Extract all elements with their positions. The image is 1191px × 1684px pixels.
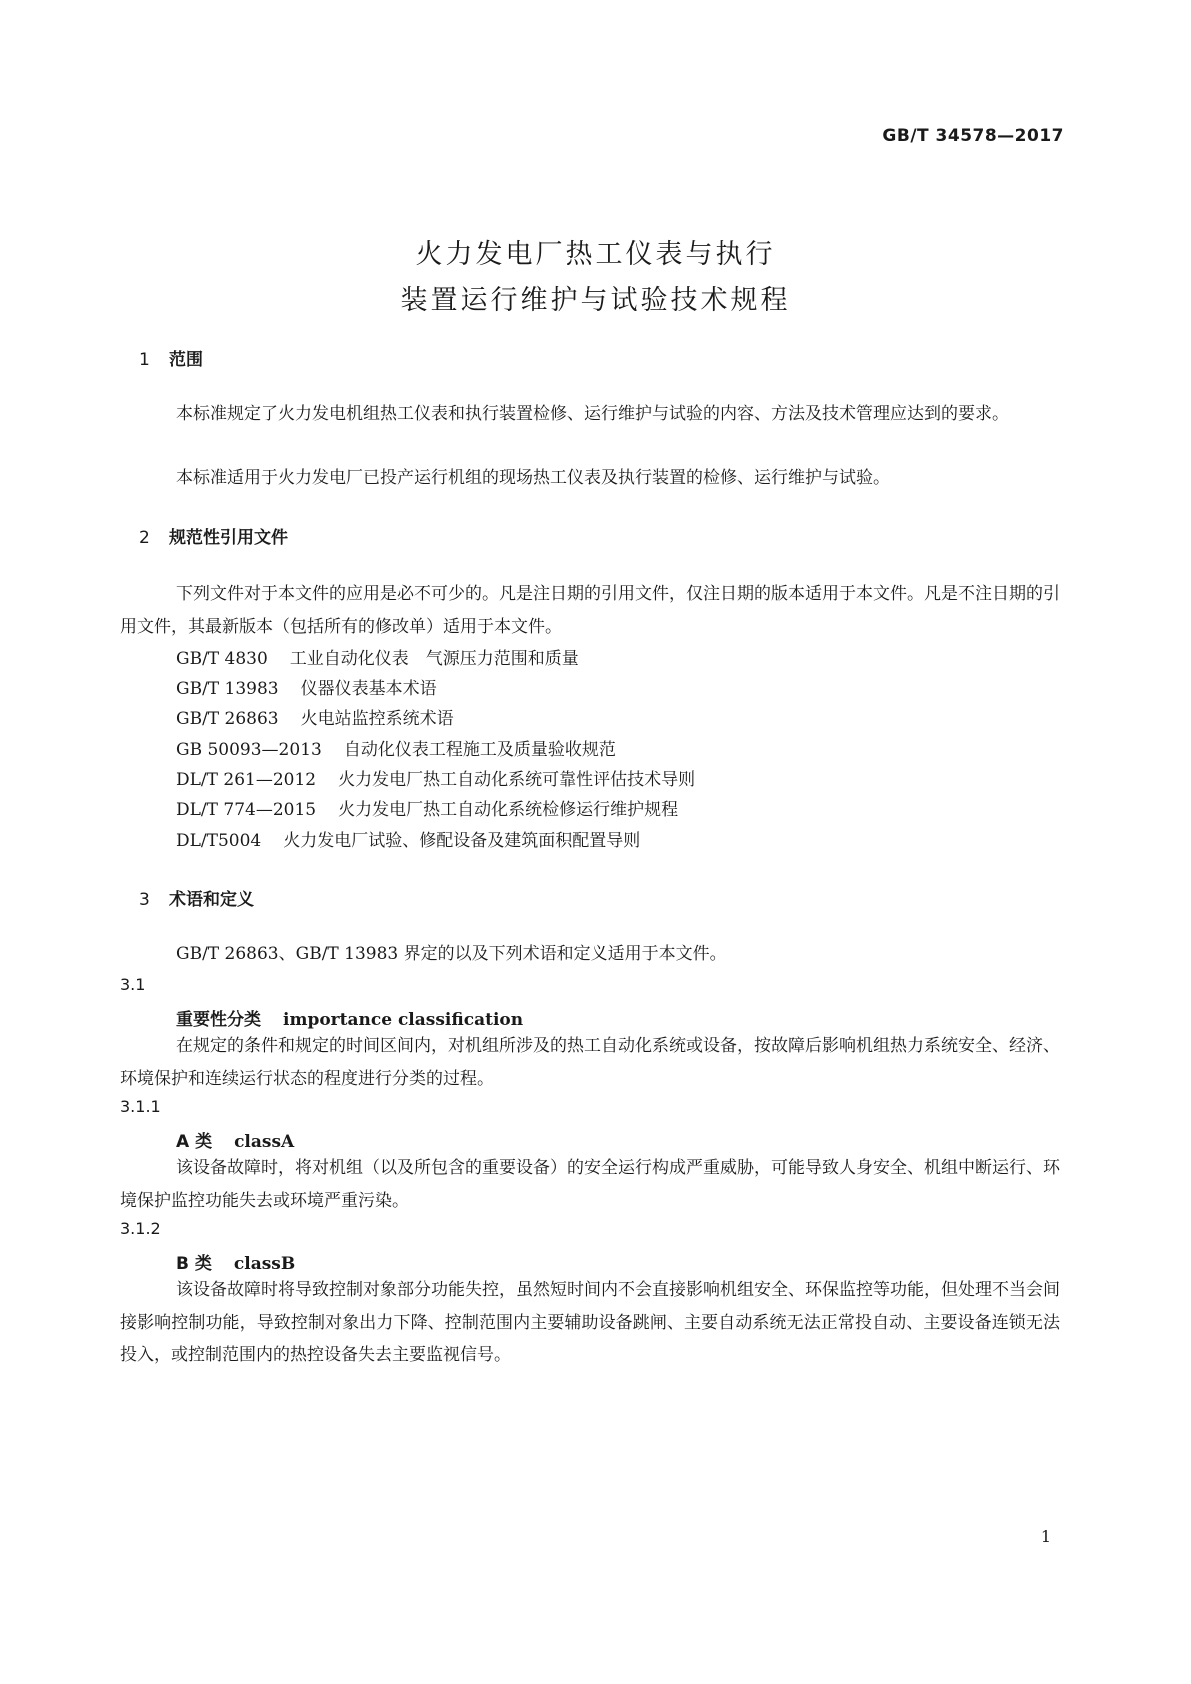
section-3-intro: GB/T 26863、GB/T 13983 界定的以及下列术语和定义适用于本文件。 (176, 944, 727, 964)
clause-number: 3.1.2 (120, 1219, 161, 1238)
section-2-intro: 下列文件对于本文件的应用是必不可少的。凡是注日期的引用文件，仅注日期的版本适用于本文件。凡是不注日期的引用文件，其最新版本（包括所有的修改单）适用于本文件。 (120, 584, 1060, 637)
reference-item: GB/T 4830 工业自动化仪表 气源压力范围和质量 (176, 649, 579, 669)
term-definition: 该设备故障时将导致控制对象部分功能失控，虽然短时间内不会直接影响机组安全、环保监控等功能，但处理不当会间接影响控制功能，导致控制对象出力下降、控制范围内主要辅助设备跳闸、主要自动系统无法正常投自动、主要设备连锁无法投入，或控制范围内的热控设备失去主要监视信号。 (120, 1280, 1060, 1365)
title-line-1: 火力发电厂热工仪表与执行 (415, 239, 776, 270)
term-definition: 该设备故障时，将对机组（以及所包含的重要设备）的安全运行构成严重威胁，可能导致人身安全、机组中断运行、环境保护监控功能失去或环境严重污染。 (120, 1158, 1060, 1211)
term-definition: 在规定的条件和规定的时间区间内，对机组所涉及的热工自动化系统或设备，按故障后影响机组热力系统安全、经济、环境保护和连续运行状态的程度进行分类的过程。 (120, 1036, 1060, 1089)
title-line-2: 装置运行维护与试验技术规程 (400, 285, 791, 316)
standard-code: GB/T 34578—2017 (882, 126, 1064, 146)
section-title: 范围 (169, 350, 203, 370)
section-title: 术语和定义 (169, 890, 254, 910)
clause-number: 3.1 (120, 975, 146, 994)
reference-item: GB 50093—2013 自动化仪表工程施工及质量验收规范 (176, 740, 616, 760)
term-heading: B 类 classB (176, 1254, 296, 1274)
section-1-heading (139, 345, 203, 370)
term-heading: A 类 classA (176, 1132, 295, 1152)
document-title (0, 232, 1191, 324)
section-3-heading (139, 885, 254, 910)
section-2-heading (139, 523, 288, 548)
clause-number: 3.1.1 (120, 1097, 161, 1116)
reference-item: DL/T5004 火力发电厂试验、修配设备及建筑面积配置导则 (176, 831, 641, 851)
reference-item: DL/T 261—2012 火力发电厂热工自动化系统可靠性评估技术导则 (176, 770, 696, 790)
section-1-paragraph-2: 本标准适用于火力发电厂已投产运行机组的现场热工仪表及执行装置的检修、运行维护与试验。 (176, 468, 890, 488)
section-number: 3 (139, 890, 150, 910)
page-number: 1 (1040, 1527, 1051, 1546)
section-number: 2 (139, 528, 150, 548)
term-heading: 重要性分类 importance classification (176, 1010, 524, 1030)
section-number: 1 (139, 350, 150, 370)
reference-item: GB/T 13983 仪器仪表基本术语 (176, 679, 437, 699)
section-1-paragraph-1: 本标准规定了火力发电机组热工仪表和执行装置检修、运行维护与试验的内容、方法及技术管理应达到的要求。 (176, 404, 1009, 424)
reference-item: DL/T 774—2015 火力发电厂热工自动化系统检修运行维护规程 (176, 800, 679, 820)
section-title: 规范性引用文件 (169, 528, 288, 548)
reference-item: GB/T 26863 火电站监控系统术语 (176, 709, 454, 729)
